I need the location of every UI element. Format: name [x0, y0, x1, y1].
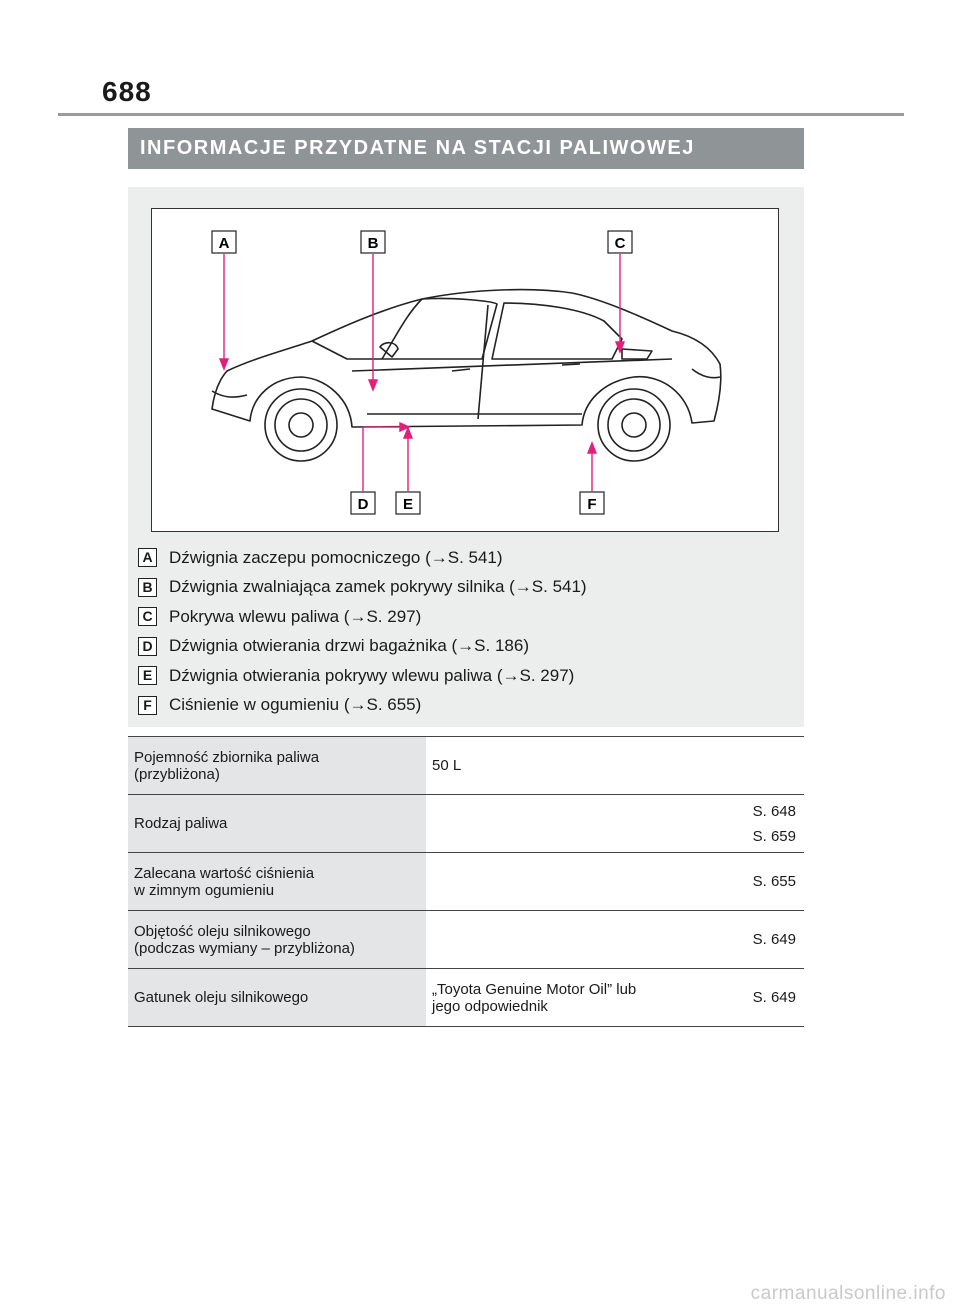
callout-text: Ciśnienie w ogumieniu (→S. 655)	[169, 695, 422, 715]
spec-value	[426, 737, 804, 794]
spec-value	[426, 969, 804, 1026]
top-divider	[58, 113, 904, 116]
table-row	[128, 795, 804, 853]
callout-text: Dźwignia zwalniająca zamek pokrywy silnika (→S. 541)	[169, 577, 587, 597]
diagram-label-c: C	[614, 235, 626, 252]
callout-item	[138, 632, 587, 662]
callout-text: Dźwignia otwierania pokrywy wlewu paliwa (→S. 297)	[169, 665, 575, 685]
callout-item	[138, 661, 587, 691]
table-row	[128, 911, 804, 969]
callout-text: Pokrywa wlewu paliwa (→S. 297)	[169, 606, 422, 626]
page-reference[interactable]: S. 648	[752, 802, 796, 820]
spec-value	[426, 853, 804, 910]
spec-value	[426, 911, 804, 968]
page-reference[interactable]: S. 659	[752, 827, 796, 845]
spec-label: Rodzaj paliwa	[128, 795, 426, 852]
section-title: INFORMACJE PRZYDATNE NA STACJI PALIWOWEJ	[128, 128, 804, 169]
page-number: 688	[102, 76, 152, 107]
diagram-label-a: A	[218, 235, 230, 252]
page-reference[interactable]: S. 655	[752, 873, 796, 890]
diagram-label-f: F	[587, 496, 597, 513]
side-mirror	[380, 343, 398, 357]
page-reference[interactable]: S. 649	[752, 931, 796, 948]
callout-item	[138, 691, 587, 721]
spec-table	[128, 736, 804, 1027]
diagram-label-e: E	[402, 496, 414, 513]
spec-value	[426, 795, 804, 852]
diagram-label-d: D	[357, 496, 369, 513]
callout-item	[138, 573, 587, 603]
callout-text: Dźwignia otwierania drzwi bagażnika (→S. 186)	[169, 636, 529, 656]
spec-label: Pojemność zbiornika paliwa (przybliżona)	[128, 737, 426, 794]
callout-letter: C	[138, 607, 157, 626]
fuel-door	[622, 349, 652, 359]
table-row	[128, 737, 804, 795]
car-side-view-illustration	[152, 209, 778, 531]
car-diagram	[151, 208, 779, 532]
table-row	[128, 969, 804, 1027]
spec-label: Objętość oleju silnikowego (podczas wymiany – przybliżona)	[128, 911, 426, 968]
rear-window	[492, 303, 622, 359]
footer-watermark: carmanualsonline.info	[750, 1283, 946, 1304]
spec-label: Gatunek oleju silnikowego	[128, 969, 426, 1026]
callout-letter: F	[138, 696, 157, 715]
page-reference[interactable]: S. 649	[752, 989, 796, 1006]
callout-letter: B	[138, 578, 157, 597]
spec-label: Zalecana wartość ciśnienia w zimnym ogumieniu	[128, 853, 426, 910]
callout-list	[138, 543, 587, 720]
callout-item	[138, 602, 587, 632]
callout-letter: D	[138, 637, 157, 656]
spec-desc: 50 L	[432, 757, 462, 774]
callout-letter: E	[138, 666, 157, 685]
callout-letter: A	[138, 548, 157, 567]
spec-desc: „Toyota Genuine Motor Oil” lub jego odpowiednik	[432, 980, 637, 1015]
callout-text: Dźwignia zaczepu pomocniczego (→S. 541)	[169, 547, 503, 567]
diagram-label-b: B	[367, 235, 379, 252]
front-window	[382, 298, 497, 359]
callout-item	[138, 543, 587, 573]
table-row	[128, 853, 804, 911]
